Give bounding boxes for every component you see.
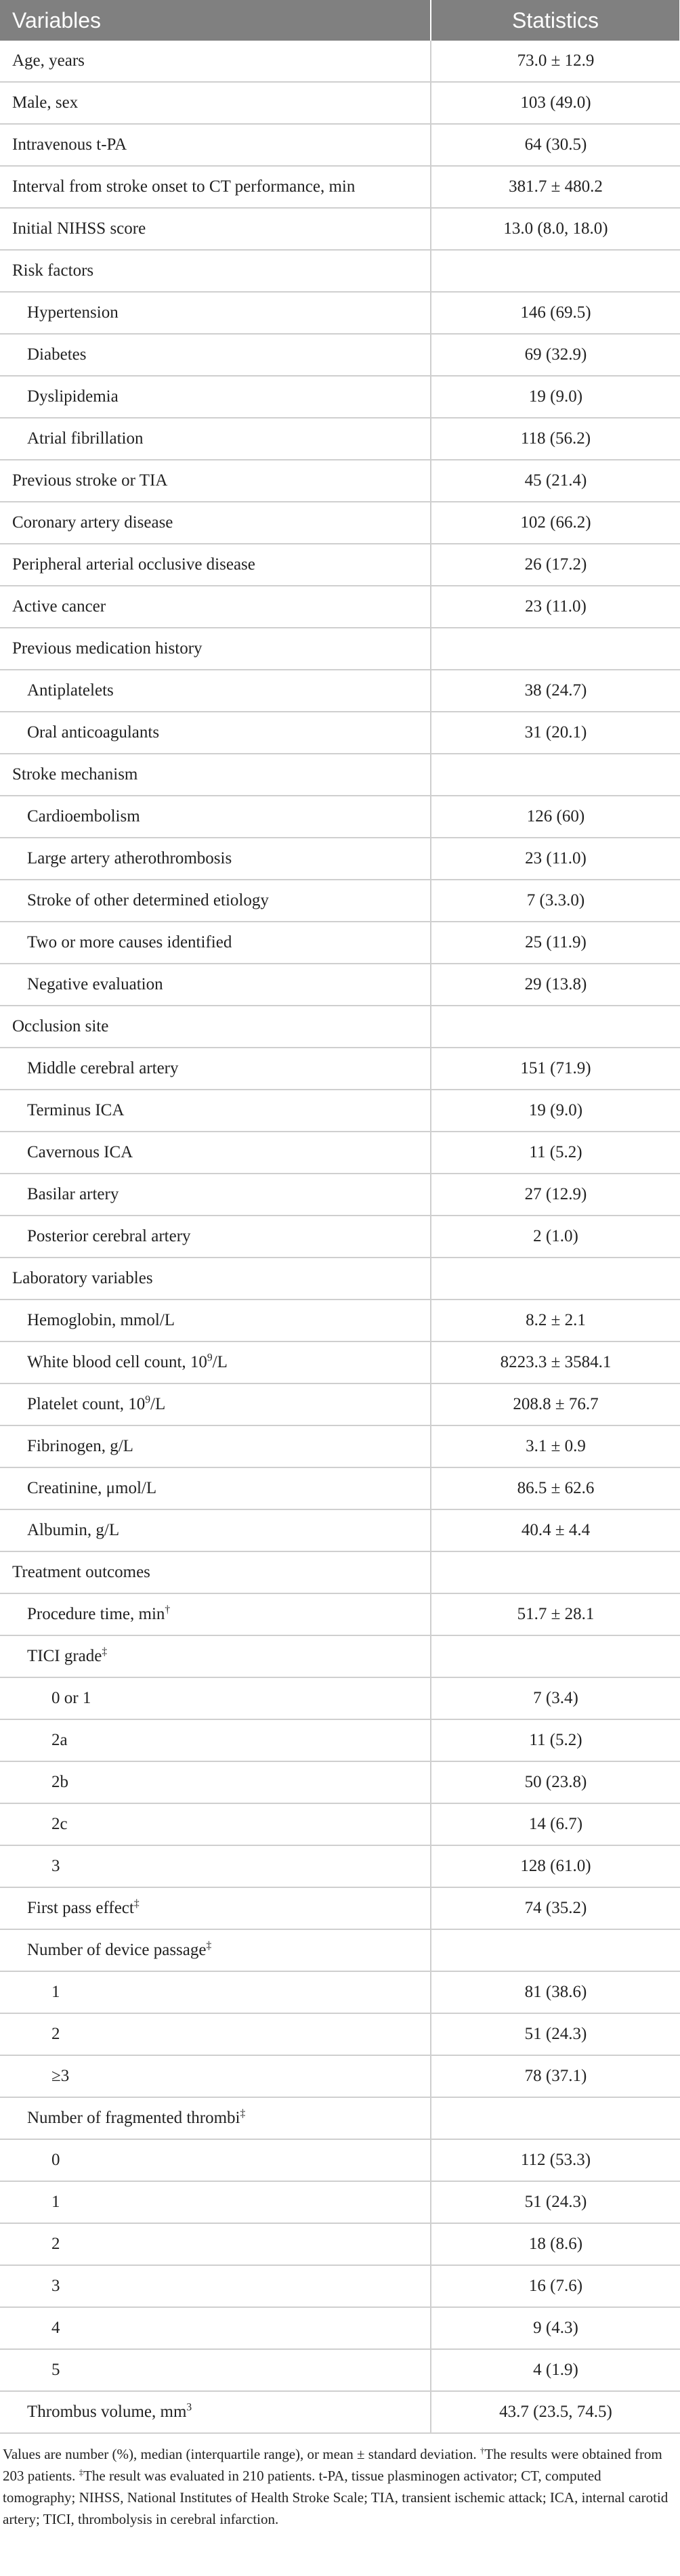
table-row	[0, 712, 680, 754]
section-row	[0, 1551, 680, 1593]
label-superscript: 9	[145, 1394, 151, 1406]
variable-cell	[0, 418, 431, 460]
variable-cell	[0, 1383, 431, 1425]
table-row	[0, 1635, 680, 1677]
statistic-cell: 19 (9.0)	[431, 376, 680, 418]
footnote-text-2: The results were obtained from 203 patients.	[3, 2446, 662, 2484]
variable-cell	[0, 796, 431, 838]
statistic-cell	[431, 1006, 680, 1048]
variable-cell	[0, 838, 431, 880]
variable-label: Large artery atherothrombosis	[27, 849, 232, 867]
footnote-double-dagger: ‡	[79, 2467, 84, 2477]
table-row	[0, 334, 680, 376]
statistic-cell	[431, 250, 680, 292]
section-label	[0, 754, 431, 796]
table-row	[0, 1132, 680, 1174]
table-row	[0, 586, 680, 628]
table-row	[0, 1425, 680, 1467]
statistic-cell: 26 (17.2)	[431, 544, 680, 586]
variable-label: Fibrinogen, g/L	[27, 1437, 133, 1455]
statistic-cell: 4 (1.9)	[431, 2349, 680, 2391]
table-row	[0, 41, 680, 82]
table-row	[0, 796, 680, 838]
variable-label: Intravenous t-PA	[12, 135, 127, 154]
variable-label: Creatinine, μmol/L	[27, 1479, 157, 1497]
table-row	[0, 124, 680, 166]
variable-cell	[0, 2055, 431, 2097]
variable-cell	[0, 2349, 431, 2391]
table-row	[0, 502, 680, 544]
variable-cell	[0, 1593, 431, 1635]
table-row	[0, 670, 680, 712]
variable-label: Atrial fibrillation	[27, 429, 144, 448]
variable-label: Treatment outcomes	[12, 1563, 150, 1581]
section-label	[0, 628, 431, 670]
variable-label: Diabetes	[27, 345, 87, 364]
statistic-cell	[431, 1635, 680, 1677]
variable-cell	[0, 1300, 431, 1341]
section-row	[0, 250, 680, 292]
statistic-cell	[431, 1551, 680, 1593]
section-row	[0, 1006, 680, 1048]
variable-cell	[0, 1635, 431, 1677]
variable-label: Middle cerebral artery	[27, 1059, 179, 1077]
table-row	[0, 2013, 680, 2055]
variable-label: 3	[51, 1857, 60, 1875]
statistic-cell	[431, 1929, 680, 1971]
statistic-cell: 51 (24.3)	[431, 2181, 680, 2223]
variable-label: Platelet count, 10	[27, 1395, 146, 1413]
statistic-cell: 3.1 ± 0.9	[431, 1425, 680, 1467]
statistic-cell: 51.7 ± 28.1	[431, 1593, 680, 1635]
variable-cell	[0, 1845, 431, 1887]
variable-cell	[0, 922, 431, 964]
variable-cell	[0, 2139, 431, 2181]
statistic-cell: 102 (66.2)	[431, 502, 680, 544]
variable-label: Initial NIHSS score	[12, 219, 146, 238]
variable-label: Risk factors	[12, 261, 94, 280]
variable-label: Cardioembolism	[27, 807, 140, 825]
variable-label: Hemoglobin, mmol/L	[27, 1311, 175, 1329]
variable-label: Thrombus volume, mm	[27, 2403, 187, 2421]
variable-cell	[0, 1132, 431, 1174]
footnote-dagger: †	[480, 2445, 485, 2455]
statistic-cell: 126 (60)	[431, 796, 680, 838]
table-row	[0, 922, 680, 964]
variable-cell	[0, 2223, 431, 2265]
statistic-cell: 13.0 (8.0, 18.0)	[431, 208, 680, 250]
table-row	[0, 544, 680, 586]
table-row	[0, 292, 680, 334]
section-label	[0, 1006, 431, 1048]
variable-label: Interval from stroke onset to CT performance, min	[12, 177, 356, 196]
label-superscript: †	[165, 1604, 171, 1616]
statistic-cell: 112 (53.3)	[431, 2139, 680, 2181]
statistic-cell: 118 (56.2)	[431, 418, 680, 460]
variable-label: Previous medication history	[12, 639, 203, 658]
label-superscript: ‡	[133, 1897, 140, 1910]
variable-cell	[0, 292, 431, 334]
header-statistics: Statistics	[431, 0, 680, 41]
variable-label: Hypertension	[27, 303, 119, 322]
variable-cell	[0, 82, 431, 124]
footnote-text-1: Values are number (%), median (interquartile range), or mean ± standard deviation.	[3, 2446, 477, 2462]
variable-label: Previous stroke or TIA	[12, 471, 168, 490]
variable-label: Laboratory variables	[12, 1269, 153, 1287]
variable-label: Basilar artery	[27, 1185, 119, 1203]
statistic-cell	[431, 628, 680, 670]
variable-label: Antiplatelets	[27, 681, 114, 700]
variable-cell	[0, 670, 431, 712]
label-superscript: 3	[186, 2401, 192, 2413]
variable-label: 2	[51, 2025, 60, 2043]
label-superscript: ‡	[102, 1646, 108, 1658]
statistic-cell: 8223.3 ± 3584.1	[431, 1341, 680, 1383]
statistic-cell: 23 (11.0)	[431, 586, 680, 628]
table-row	[0, 1803, 680, 1845]
table-row	[0, 2307, 680, 2349]
statistic-cell: 27 (12.9)	[431, 1174, 680, 1216]
statistic-cell: 25 (11.9)	[431, 922, 680, 964]
table-row	[0, 460, 680, 502]
variable-cell	[0, 1425, 431, 1467]
statistic-cell: 128 (61.0)	[431, 1845, 680, 1887]
table-row	[0, 1719, 680, 1761]
statistic-cell: 40.4 ± 4.4	[431, 1509, 680, 1551]
table-row	[0, 880, 680, 922]
variable-cell	[0, 2307, 431, 2349]
table-row	[0, 1929, 680, 1971]
variable-cell	[0, 1216, 431, 1258]
variable-label: Age, years	[12, 51, 85, 70]
variable-cell	[0, 2013, 431, 2055]
variable-cell	[0, 1174, 431, 1216]
table-row	[0, 1467, 680, 1509]
statistic-cell: 8.2 ± 2.1	[431, 1300, 680, 1341]
table-header	[0, 0, 680, 41]
variable-cell	[0, 124, 431, 166]
variable-label: 2a	[51, 1731, 68, 1749]
variable-label: Number of device passage	[27, 1941, 207, 1959]
section-row	[0, 754, 680, 796]
table-row	[0, 1174, 680, 1216]
variable-label: White blood cell count, 10	[27, 1353, 207, 1371]
table-row	[0, 1048, 680, 1090]
variable-label: Active cancer	[12, 597, 106, 616]
variable-cell	[0, 2181, 431, 2223]
statistic-cell: 69 (32.9)	[431, 334, 680, 376]
variable-cell	[0, 2097, 431, 2139]
variable-cell	[0, 586, 431, 628]
statistic-cell: 31 (20.1)	[431, 712, 680, 754]
table-row	[0, 1971, 680, 2013]
table-row	[0, 1509, 680, 1551]
table-row	[0, 2349, 680, 2391]
variable-label: TICI grade	[27, 1647, 102, 1665]
table-row	[0, 1677, 680, 1719]
variable-label: Peripheral arterial occlusive disease	[12, 555, 255, 574]
table-row	[0, 964, 680, 1006]
variable-cell	[0, 502, 431, 544]
variable-cell	[0, 1509, 431, 1551]
statistic-cell: 16 (7.6)	[431, 2265, 680, 2307]
statistic-cell: 18 (8.6)	[431, 2223, 680, 2265]
variable-label: Number of fragmented thrombi	[27, 2109, 240, 2127]
variable-label: Stroke mechanism	[12, 765, 138, 783]
table-row	[0, 208, 680, 250]
table-row	[0, 2223, 680, 2265]
table-row	[0, 2391, 680, 2433]
statistic-cell: 381.7 ± 480.2	[431, 166, 680, 208]
variable-label: Albumin, g/L	[27, 1521, 120, 1539]
variable-label: 0	[51, 2151, 60, 2169]
table-row	[0, 1887, 680, 1929]
variable-label: First pass effect	[27, 1899, 134, 1917]
variable-cell	[0, 460, 431, 502]
table-row	[0, 2181, 680, 2223]
variable-cell	[0, 1971, 431, 2013]
statistic-cell: 73.0 ± 12.9	[431, 41, 680, 82]
statistic-cell: 43.7 (23.5, 74.5)	[431, 2391, 680, 2433]
variable-label: Procedure time, min	[27, 1605, 165, 1623]
table-row	[0, 1216, 680, 1258]
variable-cell	[0, 166, 431, 208]
table-row	[0, 2265, 680, 2307]
section-row	[0, 1258, 680, 1300]
variable-label: Terminus ICA	[27, 1101, 125, 1119]
variable-label: Occlusion site	[12, 1017, 109, 1035]
statistic-cell	[431, 754, 680, 796]
statistic-cell: 78 (37.1)	[431, 2055, 680, 2097]
variable-label: 0 or 1	[51, 1689, 91, 1707]
table-footnote	[0, 2434, 680, 2530]
variable-cell	[0, 41, 431, 82]
statistic-cell: 7 (3.3.0)	[431, 880, 680, 922]
table-row	[0, 1593, 680, 1635]
statistic-cell: 11 (5.2)	[431, 1132, 680, 1174]
table-row	[0, 376, 680, 418]
variable-cell	[0, 1467, 431, 1509]
variable-cell	[0, 880, 431, 922]
statistic-cell: 19 (9.0)	[431, 1090, 680, 1132]
statistic-cell: 14 (6.7)	[431, 1803, 680, 1845]
variable-cell	[0, 376, 431, 418]
statistic-cell: 208.8 ± 76.7	[431, 1383, 680, 1425]
table-row	[0, 418, 680, 460]
label-unit-tail: /L	[150, 1395, 166, 1413]
variable-label: Stroke of other determined etiology	[27, 891, 269, 909]
table-row	[0, 2097, 680, 2139]
table-row	[0, 1300, 680, 1341]
statistic-cell: 146 (69.5)	[431, 292, 680, 334]
statistic-cell: 29 (13.8)	[431, 964, 680, 1006]
footnote-text-3: The result was evaluated in 210 patients. t-PA, tissue plasminogen activator; CT, computed tomography; NIHSS, National Institutes of Health Stroke Scale; TIA, transient ischemic attack; ICA, internal carotid artery; TICI, thrombolysis in cerebral infarction.	[3, 2468, 668, 2527]
statistic-cell: 51 (24.3)	[431, 2013, 680, 2055]
variable-cell	[0, 1887, 431, 1929]
variable-cell	[0, 1719, 431, 1761]
label-superscript: ‡	[206, 1939, 212, 1952]
variable-cell	[0, 1090, 431, 1132]
section-label	[0, 1551, 431, 1593]
variable-label: 1	[51, 1983, 60, 2001]
variable-label: 2c	[51, 1815, 68, 1833]
statistic-cell: 50 (23.8)	[431, 1761, 680, 1803]
variable-label: Oral anticoagulants	[27, 723, 160, 742]
variable-cell	[0, 964, 431, 1006]
variable-label: 5	[51, 2361, 60, 2379]
variable-cell	[0, 2265, 431, 2307]
variable-label: Cavernous ICA	[27, 1143, 133, 1161]
table-row	[0, 1845, 680, 1887]
table-row	[0, 1383, 680, 1425]
table-row	[0, 1761, 680, 1803]
variable-cell	[0, 208, 431, 250]
header-variables: Variables	[0, 0, 431, 41]
variable-cell	[0, 1341, 431, 1383]
table-row	[0, 2055, 680, 2097]
statistic-cell: 86.5 ± 62.6	[431, 1467, 680, 1509]
section-label	[0, 250, 431, 292]
statistic-cell: 81 (38.6)	[431, 1971, 680, 2013]
variable-label: ≥3	[51, 2067, 70, 2085]
table-row	[0, 2139, 680, 2181]
statistic-cell: 23 (11.0)	[431, 838, 680, 880]
variable-label: Dyslipidemia	[27, 387, 119, 406]
variable-label: 2b	[51, 1773, 68, 1791]
statistic-cell: 7 (3.4)	[431, 1677, 680, 1719]
table-row	[0, 82, 680, 124]
statistic-cell: 11 (5.2)	[431, 1719, 680, 1761]
variable-label: Male, sex	[12, 93, 79, 112]
table-body	[0, 41, 680, 2433]
variable-label: 1	[51, 2193, 60, 2211]
variable-label: 2	[51, 2235, 60, 2253]
variable-cell	[0, 1929, 431, 1971]
variable-cell	[0, 1803, 431, 1845]
variable-label: 4	[51, 2319, 60, 2337]
variable-label: Posterior cerebral artery	[27, 1227, 191, 1245]
variable-cell	[0, 2391, 431, 2433]
statistic-cell: 2 (1.0)	[431, 1216, 680, 1258]
variable-cell	[0, 1048, 431, 1090]
variable-label: Coronary artery disease	[12, 513, 173, 532]
statistic-cell	[431, 1258, 680, 1300]
statistic-cell: 74 (35.2)	[431, 1887, 680, 1929]
label-superscript: 9	[207, 1352, 213, 1364]
statistic-cell	[431, 2097, 680, 2139]
table-row	[0, 838, 680, 880]
section-label	[0, 1258, 431, 1300]
statistic-cell: 103 (49.0)	[431, 82, 680, 124]
variable-cell	[0, 1761, 431, 1803]
table-row	[0, 1090, 680, 1132]
variable-label: 3	[51, 2277, 60, 2295]
statistic-cell: 38 (24.7)	[431, 670, 680, 712]
variable-label: Negative evaluation	[27, 975, 163, 993]
label-superscript: ‡	[240, 2107, 246, 2120]
variable-cell	[0, 544, 431, 586]
table-row	[0, 166, 680, 208]
statistic-cell: 9 (4.3)	[431, 2307, 680, 2349]
statistic-cell: 45 (21.4)	[431, 460, 680, 502]
variable-label: Two or more causes identified	[27, 933, 232, 951]
statistic-cell: 151 (71.9)	[431, 1048, 680, 1090]
section-row	[0, 628, 680, 670]
statistic-cell: 64 (30.5)	[431, 124, 680, 166]
variable-cell	[0, 334, 431, 376]
variable-cell	[0, 1677, 431, 1719]
table-row	[0, 1341, 680, 1383]
header-row	[0, 0, 680, 41]
variable-cell	[0, 712, 431, 754]
label-unit-tail: /L	[212, 1353, 228, 1371]
